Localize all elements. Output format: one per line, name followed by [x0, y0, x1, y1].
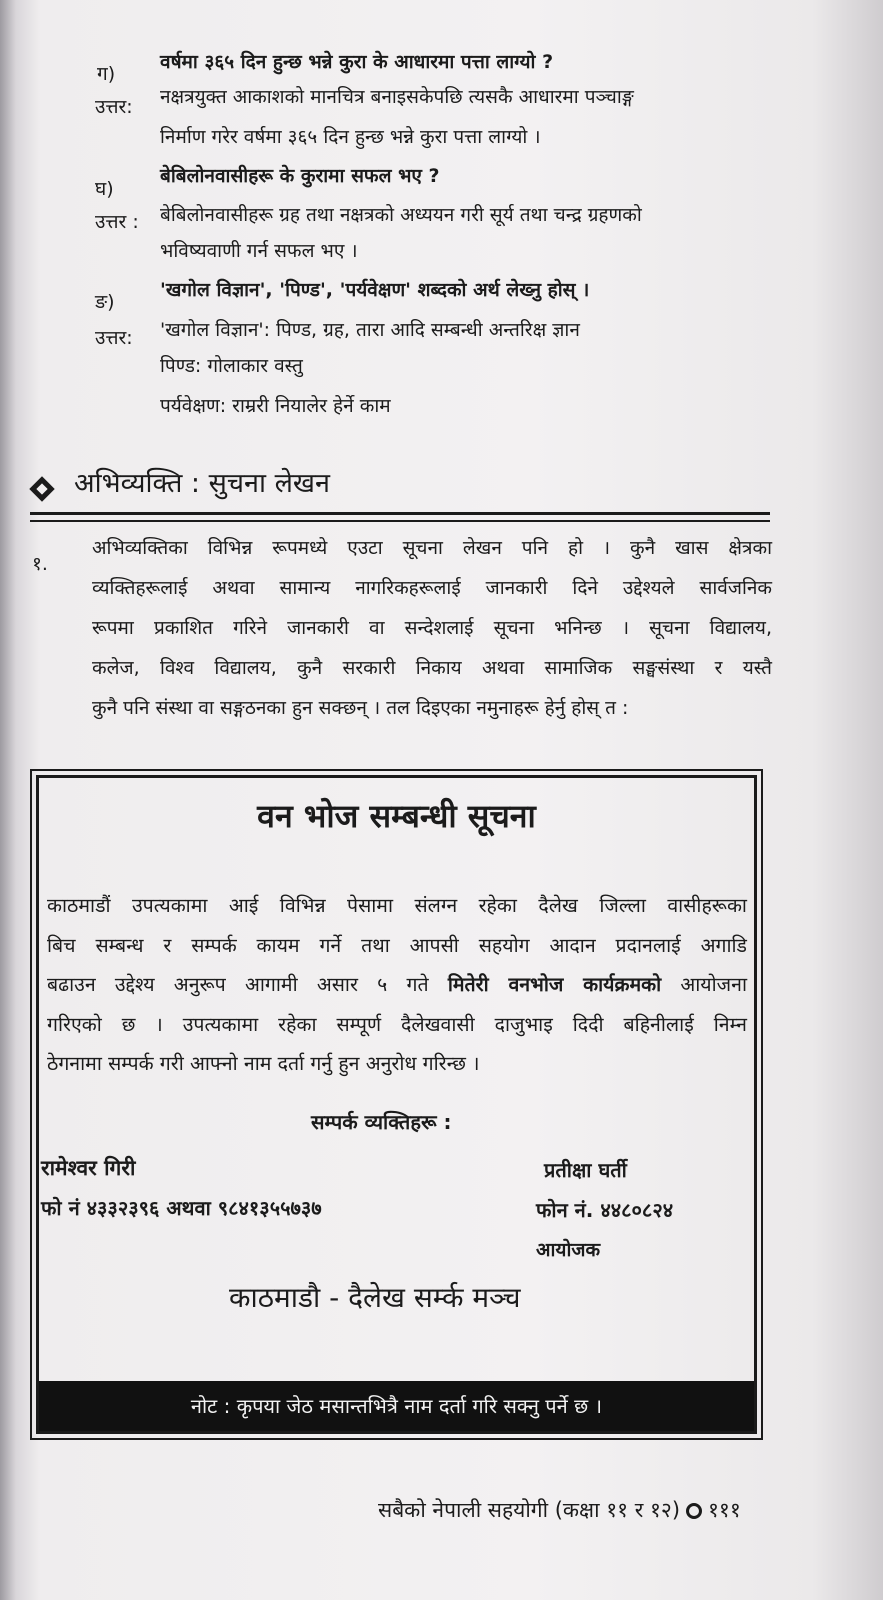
notice-footer-note: नोट : कृपया जेठ मसान्तभित्रै नाम दर्ता गरि सक्नु पर्ने छ ।: [39, 1381, 754, 1431]
question-ga: वर्षमा ३६५ दिन हुन्छ भन्ने कुरा के आधारमा पत्ता लाग्यो ?: [160, 51, 554, 73]
contact-right-phone: फोन नं. ४४८०८२४: [536, 1198, 674, 1222]
intro-paragraph: [92, 528, 772, 728]
organizer-label: आयोजक: [536, 1239, 601, 1261]
notice-line: [47, 965, 747, 1005]
organizer-name: काठमाडौ - दैलेख सर्म्क मञ्च: [229, 1281, 521, 1314]
question-label-ga: ग): [97, 63, 116, 85]
notice-line-part: आयोजना: [680, 973, 748, 996]
book-title: सबैको नेपाली सहयोगी (कक्षा ११ र १२): [378, 1498, 681, 1522]
notice-inner-border: [36, 775, 757, 1434]
notice-title: वन भोज सम्बन्धी सूचना: [257, 797, 536, 835]
question-nga: 'खगोल विज्ञान', 'पिण्ड', 'पर्यवेक्षण' शब्दको अर्थ लेख्नु होस् ।: [160, 279, 590, 301]
section-bullet-icon: [29, 476, 54, 501]
paragraph-line: कलेज, विश्व विद्यालय, कुनै सरकारी निकाय अथवा सामाजिक सङ्घसंस्था र यस्तै: [92, 657, 772, 679]
answer-line: पर्यवेक्षण: राम्ररी नियालेर हेर्ने काम: [160, 395, 391, 417]
notice-box: [30, 769, 763, 1440]
answer-line: बेबिलोनवासीहरू ग्रह तथा नक्षत्रको अध्ययन गरी सूर्य तथा चन्द्र ग्रहणको: [160, 204, 642, 226]
answer-label-nga: उत्तर:: [95, 327, 133, 349]
answer-line: भविष्यवाणी गर्न सफल भए ।: [160, 240, 358, 262]
notice-line: बिच सम्बन्ध र सम्पर्क कायम गर्ने तथा आपसी सहयोग आदान प्रदानलाई अगाडि: [47, 933, 747, 957]
answer-line: नक्षत्रयुक्त आकाशको मानचित्र बनाइसकेपछि त्यसकै आधारमा पञ्चाङ्ग: [160, 86, 634, 108]
question-label-gha: घ): [95, 178, 114, 200]
paragraph-line: रूपमा प्रकाशित गरिने जानकारी वा सन्देशलाई सूचना भनिन्छ । सूचना विद्यालय,: [92, 617, 772, 639]
answer-line: पिण्ड: गोलाकार वस्तु: [160, 355, 303, 377]
question-gha: बेबिलोनवासीहरू के कुरामा सफल भए ?: [160, 165, 440, 187]
notice-line: गरिएको छ । उपत्यकामा रहेका सम्पूर्ण दैलेखवासी दाजुभाइ दिदी बहिनीलाई निम्न: [47, 1012, 747, 1036]
section-title: अभिव्यक्ति : सुचना लेखन: [74, 468, 330, 499]
event-name: मितेरी वनभोज कार्यक्रमको: [447, 973, 662, 996]
notice-body: [47, 886, 747, 1084]
answer-label-gha: उत्तर :: [95, 211, 139, 233]
answer-line: 'खगोल विज्ञान': पिण्ड, ग्रह, तारा आदि सम्बन्धी अन्तरिक्ष ज्ञान: [160, 319, 580, 341]
section-divider-thin: [30, 520, 770, 522]
page-number: १११: [708, 1498, 741, 1522]
bullet-icon: [686, 1503, 702, 1519]
question-label-nga: ङ): [95, 291, 115, 313]
notice-line: ठेगनामा सम्पर्क गरी आफ्नो नाम दर्ता गर्नु हुन अनुरोध गरिन्छ ।: [47, 1052, 480, 1075]
paragraph-line: अभिव्यक्तिका विभिन्न रूपमध्ये एउटा सूचना लेखन पनि हो । कुनै खास क्षेत्रका: [92, 537, 772, 559]
contact-left-phone: फो नं ४३३२३९६ अथवा ९८४१३५५७३७: [41, 1196, 322, 1220]
paragraph-line: कुनै पनि संस्था वा सङ्गठनका हुन सक्छन् । तल दिइएका नमुनाहरू हेर्नु होस् त :: [92, 697, 629, 719]
notice-line-part: बढाउन उद्देश्य अनुरूप आगामी असार ५ गते: [47, 973, 429, 996]
notice-line: काठमाडौं उपत्यकामा आई विभिन्न पेसामा संलग्न रहेका दैलेख जिल्ला वासीहरूका: [47, 894, 747, 917]
contact-left-name: रामेश्वर गिरी: [41, 1156, 136, 1180]
section-divider: [30, 512, 770, 515]
answer-line: निर्माण गरेर वर्षमा ३६५ दिन हुन्छ भन्ने कुरा पत्ता लाग्यो ।: [160, 126, 541, 148]
answer-label-ga: उत्तर:: [95, 96, 133, 118]
contact-right-name: प्रतीक्षा घर्ती: [544, 1158, 627, 1182]
contacts-heading: सम्पर्क व्यक्तिहरू :: [311, 1110, 452, 1134]
page-footer: [378, 1496, 741, 1524]
paragraph-line: व्यक्तिहरूलाई अथवा सामान्य नागरिकहरूलाई जानकारी दिने उद्देश्यले सार्वजनिक: [92, 577, 772, 599]
paragraph-number: १.: [32, 553, 48, 575]
